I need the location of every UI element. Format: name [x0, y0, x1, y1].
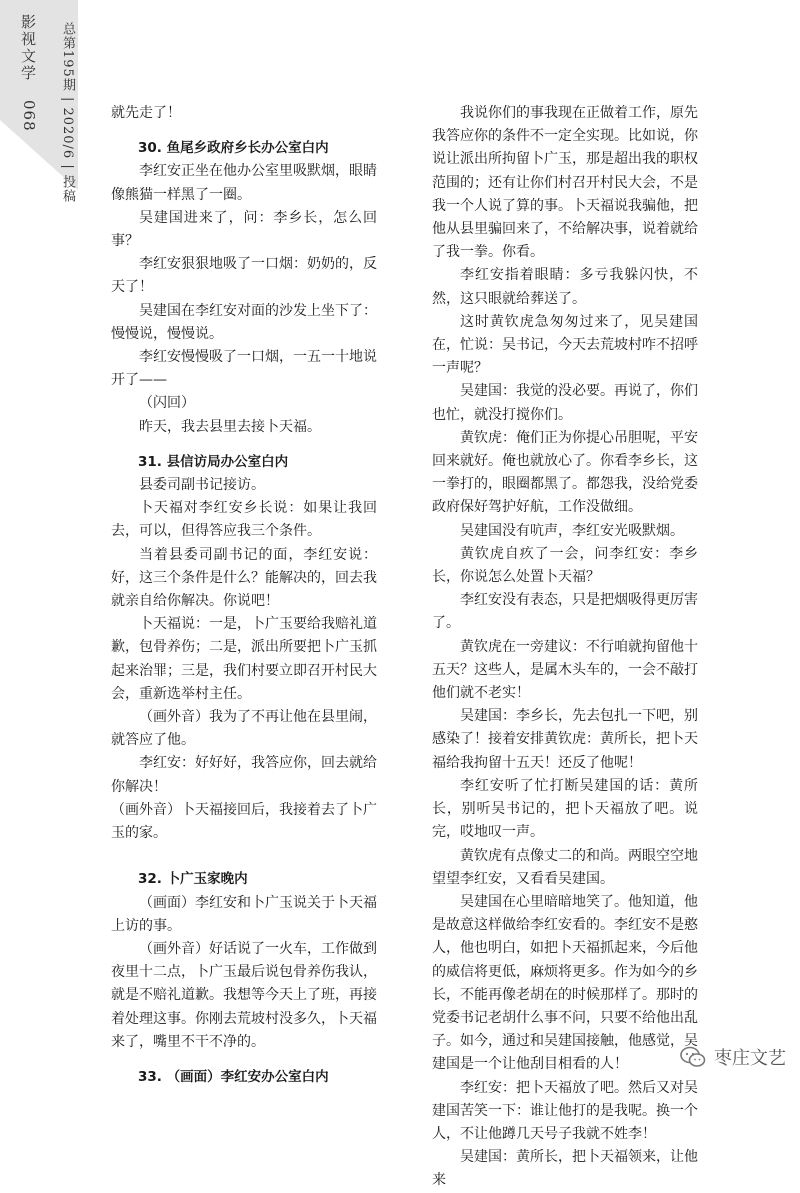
scene-heading: 32. 卜广玉家晚内 — [138, 871, 248, 888]
paragraph: 吴建国：我觉的没必要。再说了，你们也忙，就没打搅你们。 — [432, 383, 698, 423]
paragraph: 就先走了！ — [111, 105, 181, 121]
paragraph-gap — [111, 845, 377, 868]
paragraph: 李红安正坐在他办公室里吸默烟，眼睛像熊猫一样黑了一圈。 — [111, 163, 377, 203]
paragraph: 吴建国：黄所长，把卜天福领来，让他来 — [432, 1149, 698, 1189]
paragraph-gap — [111, 1054, 377, 1066]
paragraph: 吴建国没有吭声，李红安光吸默烟。 — [460, 522, 684, 539]
page-number: 068 — [20, 100, 38, 132]
paragraph: （画外音）好话说了一火车，工作做到夜里十二点，卜广玉最后说包骨养伤我认，就是不赔礼道歉。我想等今天上了班，再接着处理这事。你刚去荒坡村没多久，卜天福来了，嘴里不干不净的。 — [111, 940, 377, 1050]
issue-info: 总第195期 | 2020/6 | 投稿 — [60, 22, 75, 203]
paragraph: 县委司副书记接访。 — [139, 477, 265, 494]
paragraph-gap — [111, 125, 377, 137]
paragraph: 黄钦虎自疚了一会，问李红安：李乡长，你说怎么处置卜天福？ — [432, 545, 698, 586]
paragraph: （画外音）我为了不再让他在县里闹，就答应了他。 — [111, 709, 377, 749]
paragraph: 黄钦虎有点像丈二的和尚。两眼空空地望望李红安，又看看吴建国。 — [432, 847, 698, 887]
paragraph: （画面）李红安和卜广玉说关于卜天福上访的事。 — [111, 894, 377, 934]
paragraph: 李红安慢慢吸了一口烟，一五一十地说开了—— — [111, 349, 377, 389]
paragraph: 当着县委司副书记的面，李红安说：好，这三个条件是什么？能解决的，回去我就亲自给你解决。你说吧！ — [111, 546, 377, 610]
paragraph: 这时黄钦虎急匆匆过来了，见吴建国在，忙说：吴书记，今天去荒坡村咋不招呼一声呢？ — [432, 313, 698, 377]
right-text-column — [432, 102, 698, 1193]
paragraph: 吴建国在心里暗暗地笑了。他知道，他是故意这样做给李红安看的。李红安不是憨人，他也明白，如把卜天福抓起来，今后他的威信将更低，麻烦将更多。作为如今的乡长，不能再像老胡在的时候那样了。那时的党委书记老胡什么事不问，只要不给他出乱子。如今，通过和吴建国接触，他感觉，吴建国是一个让他刮目相看的人！ — [432, 893, 698, 1073]
paragraph: 黄钦虎在一旁建议：不行咱就拘留他十五天？这些人，是属木头车的，一会不敲打他们就不老实！ — [432, 638, 698, 702]
paragraph: 吴建国在李红安对面的沙发上坐下了：慢慢说，慢慢说。 — [111, 302, 377, 342]
paragraph: 李红安狠狠地吸了一口烟：奶奶的，反天了！ — [111, 256, 377, 296]
paragraph: （画外音）卜天福接回后，我接着去了卜广玉的家。 — [111, 801, 377, 842]
paragraph: 卜天福对李红安乡长说：如果让我回去，可以，但得答应我三个条件。 — [111, 500, 377, 540]
paragraph: 我说你们的事我现在正做着工作，原先我答应你的条件不一定全实现。比如说，你说让派出所拘留卜广玉，那是超出我的职权范围的；还有让你们村召开村民大会，不是我一个人说了算的事。卜天福说我骗他，把他从县里骗回来了，不给解决事，说着就给了我一拳。你看。 — [432, 105, 698, 261]
paragraph: 黄钦虎：俺们正为你提心吊胆呢，平安回来就好。俺也就放心了。你看李乡长，这一拳打的，眼圈都黑了。都怨我，没给党委政府保好驾护好航，工作没做细。 — [432, 429, 698, 516]
paragraph: （闪回） — [139, 395, 195, 412]
left-text-column — [111, 102, 377, 1089]
paragraph: 吴建国：李乡长，先去包扎一下吧，别感染了！接着安排黄钦虎：黄所长，把卜天福给我拘留十五天！还反了他呢！ — [432, 708, 698, 771]
magazine-name: 影视文学 — [19, 14, 37, 82]
paragraph: 李红安听了忙打断吴建国的话：黄所长，别听吴书记的，把卜天福放了吧。说完，哎地叹一声。 — [432, 777, 698, 841]
scene-heading: 33. （画面）李红安办公室白内 — [138, 1068, 329, 1085]
watermark-text: 枣庄文艺 — [714, 1048, 786, 1069]
scene-heading: 31. 县信访局办公室白内 — [138, 453, 289, 470]
paragraph: 吴建国进来了，问：李乡长，怎么回事？ — [111, 209, 377, 250]
paragraph: 李红安：把卜天福放了吧。然后又对吴建国苦笑一下：谁让他打的是我呢。换一个人，不让他蹲几天号子我就不姓李！ — [432, 1079, 698, 1142]
paragraph: 李红安没有表态，只是把烟吸得更厉害了。 — [432, 592, 698, 632]
scene-heading: 30. 鱼尾乡政府乡长办公室白内 — [138, 140, 329, 157]
wechat-icon — [680, 1046, 706, 1068]
paragraph: 李红安：好好好，我答应你，回去就给你解决！ — [111, 755, 377, 795]
watermark — [680, 1044, 786, 1070]
paragraph-gap — [111, 439, 377, 451]
paragraph: 昨天，我去县里去接卜天福。 — [139, 418, 321, 435]
paragraph: 李红安指着眼睛：多亏我躲闪快，不然，这只眼就给葬送了。 — [432, 267, 698, 307]
paragraph: 卜天福说：一是，卜广玉要给我赔礼道歉，包骨养伤；二是，派出所要把卜广玉抓起来治罪；三是，我们村要立即召开村民大会，重新选举村主任。 — [111, 616, 377, 702]
